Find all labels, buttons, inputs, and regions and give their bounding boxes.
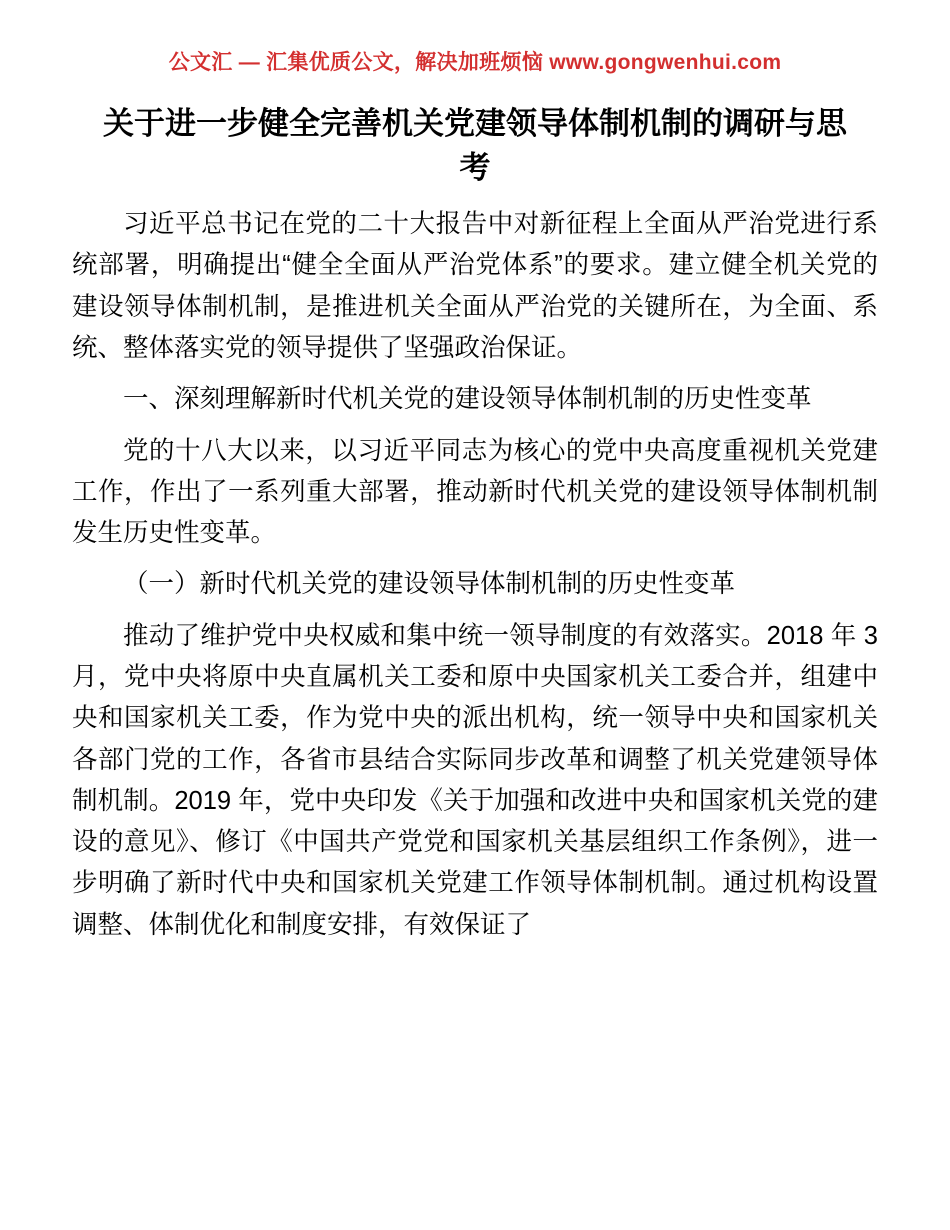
paragraph-subsection-one-body: 推动了维护党中央权威和集中统一领导制度的有效落实。2018 年 3 月，党中央将原中央直属机关工委和原中央国家机关工委合并，组建中央和国家机关工委，作为党中央的派出机构，统一领导中央和国家机关各部门党的工作，各省市县结合实际同步改革和调整了机关党建领导体制机制。2019 年，党中央印发《关于加强和改进中央和国家机关党的建设的意见》、修订《中国共产党党和国家机关基层组织工作条例》，进一步明确了新时代中央和国家机关党建工作领导体制机制。通过机构设置调整、体制优化和制度安排，有效保证了 (72, 621, 878, 939)
paragraph-intro: 习近平总书记在党的二十大报告中对新征程上全面从严治党进行系统部署，明确提出“健全全面从严治党体系”的要求。建立健全机关党的建设领导体制机制，是推进机关全面从严治党的关键所在，为全面、系统、整体落实党的领导提供了坚强政治保证。 (72, 210, 878, 362)
heading-subsection-one: （一）新时代机关党的建设领导体制机制的历史性变革 (123, 570, 736, 599)
heading-section-one: 一、深刻理解新时代机关党的建设领导体制机制的历史性变革 (123, 385, 812, 414)
paragraph-section-one-body: 党的十八大以来，以习近平同志为核心的党中央高度重视机关党建工作，作出了一系列重大部署，推动新时代机关党的建设领导体制机制发生历史性变革。 (72, 436, 878, 548)
page-title: 关于进一步健全完善机关党建领导体制机制的调研与思考 (103, 106, 847, 186)
site-watermark: 公文汇 — 汇集优质公文，解决加班烦恼 www.gongwenhui.com (168, 51, 782, 74)
